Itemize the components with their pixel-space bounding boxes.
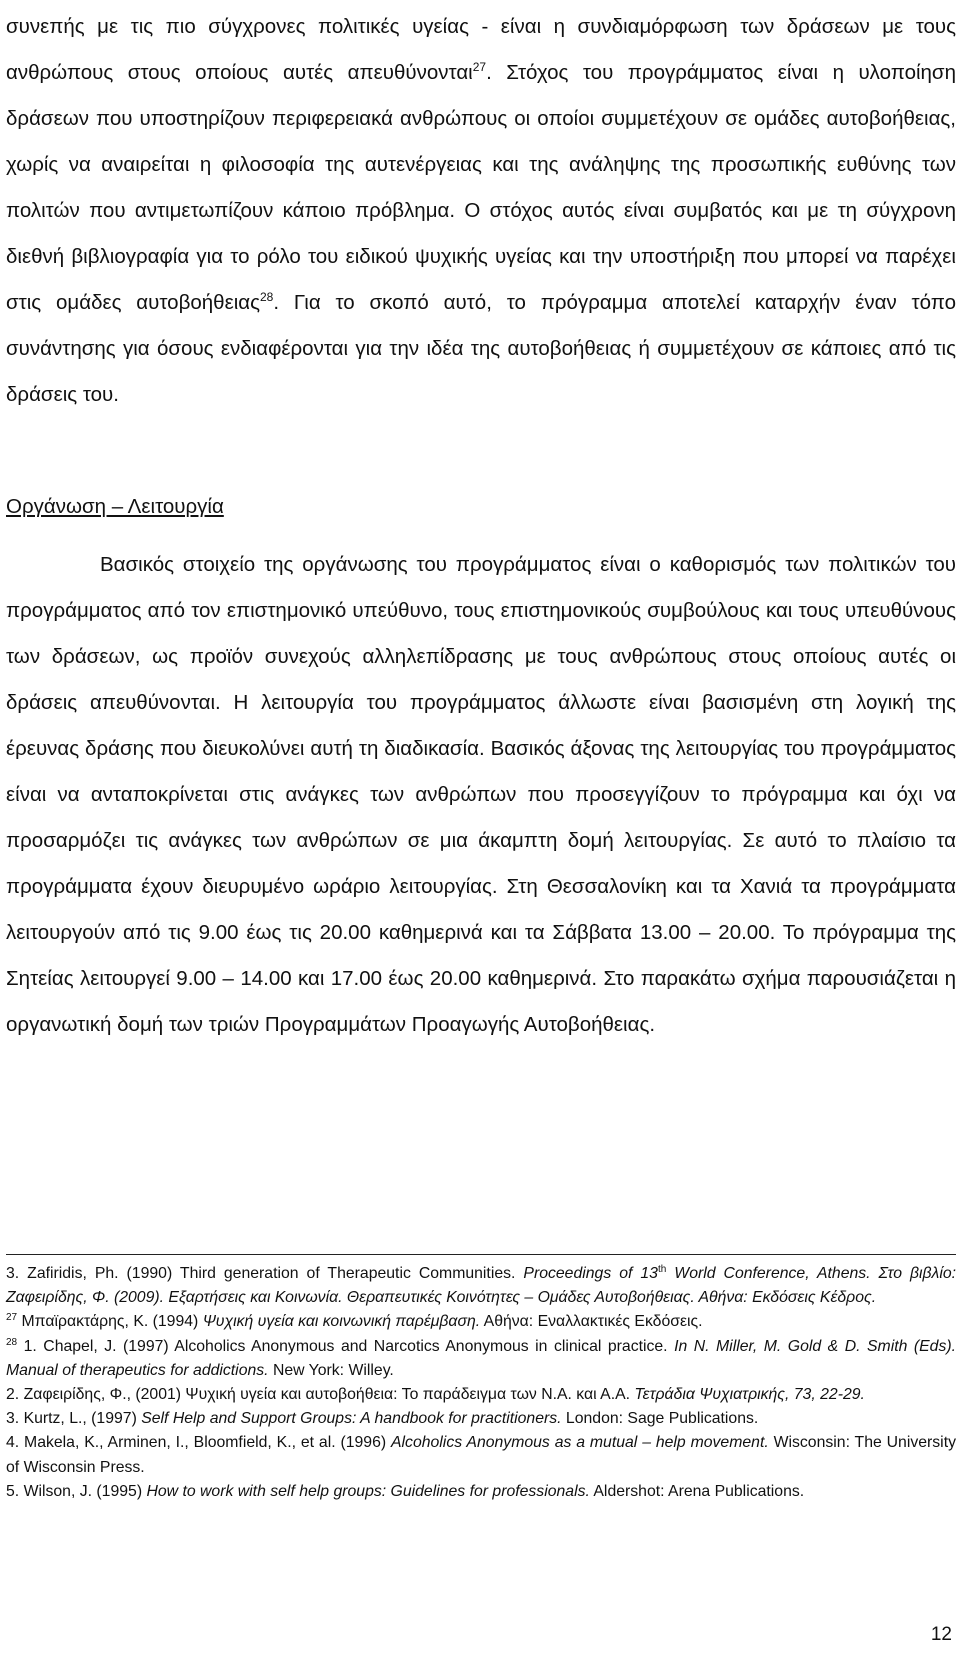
footnote-text: New York: Willey. <box>268 1361 394 1379</box>
footnote-text: Aldershot: Arena Publications. <box>589 1482 805 1500</box>
footnote-text: Μπαϊρακτάρης, Κ. (1994) <box>17 1313 203 1331</box>
footnote-sup: th <box>657 1264 667 1275</box>
footnote-italic: Τετράδια Ψυχιατρικής, 73, 22-29. <box>634 1386 865 1404</box>
footnote-28-2 <box>6 1383 956 1407</box>
footnote-italic: How to work with self help groups: Guidelines for professionals. <box>146 1482 590 1500</box>
footnote-text: Wisconsin: The University of Wisconsin Press. <box>6 1434 956 1476</box>
footnote-text: 3. Zafiridis, Ph. (1990) Third generation of Therapeutic Communities. <box>6 1265 524 1282</box>
footnote-28-4 <box>6 1431 956 1479</box>
footnote-italic: Alcoholics Anonymous as a mutual – help movement. <box>391 1434 769 1452</box>
footnote-text: 4. Makela, K., Arminen, I., Bloomfield, K., et al. (1996) <box>6 1434 391 1452</box>
footnotes-section <box>6 1262 956 1504</box>
footnote-text: 5. Wilson, J. (1995) <box>6 1482 147 1500</box>
footnote-ref-27: 27 <box>472 60 487 74</box>
page-number: 12 <box>930 1624 952 1645</box>
footnote-text: 2. Ζαφειρίδης, Φ., (2001) Ψυχική υγεία και αυτοβοήθεια: Το παράδειγμα των Ν.Α. και Α.Α. <box>6 1386 635 1404</box>
footnote-divider <box>6 1254 956 1255</box>
footnote-text: 3. Kurtz, L., (1997) <box>6 1410 142 1428</box>
footnote-number: 27 <box>6 1312 18 1324</box>
footnote-italic: Ψυχική υγεία και κοινωνική παρέμβαση. <box>202 1313 481 1331</box>
paragraph-intro-text-b: . Στόχος του προγράμματος είναι η υλοποίηση δράσεων που υποστηρίζουν περιφερειακά ανθρώπους οι οποίοι συμμετέχουν σε ομάδες αυτοβοήθειας, χωρίς να αναιρείται η φιλοσοφία της αυτενέργειας και της ανάληψης της προσωπικής ευθύνης των πολιτών που αντιμετωπίζουν κάποιο πρόβλημα. Ο στόχος αυτός είναι συμβατός και με τη σύγχρονη διεθνή βιβλιογραφία για το ρόλο του ειδικού ψυχικής υγείας και την υποστήριξη που μπορεί να παρέχει στις ομάδες αυτοβοήθειας <box>6 61 956 314</box>
footnote-text: 1. Chapel, J. (1997) Alcoholics Anonymous and Narcotics Anonymous in clinical practice. <box>17 1337 675 1355</box>
footnote-28-3 <box>6 1407 956 1431</box>
footnote-ref-28: 28 <box>260 290 274 304</box>
footnote-text: Αθήνα: Εναλλακτικές Εκδόσεις. <box>480 1313 703 1331</box>
paragraph-intro-text-c: . Για το σκοπό αυτό, το πρόγραμμα αποτελεί καταρχήν έναν τόπο συνάντησης για όσους ενδιαφέρονται για την ιδέα της αυτοβοήθειας ή συμμετέχουν σε κάποιες από τις δράσεις του. <box>6 291 956 406</box>
paragraph-intro <box>6 4 956 442</box>
footnote-28 <box>6 1335 956 1383</box>
footnote-27 <box>6 1310 956 1334</box>
footnote-3 <box>6 1262 956 1310</box>
footnote-text: London: Sage Publications. <box>561 1410 759 1428</box>
footnote-italic: Proceedings of 13 <box>523 1265 658 1282</box>
paragraph-organization: Βασικός στοιχείο της οργάνωσης του προγράμματος είναι ο καθορισμός των πολιτικών του προγράμματος από τον επιστημονικό υπεύθυνο, τους επιστημονικούς συμβούλους και τους υπευθύνους των δράσεων, ως προϊόν συνεχούς αλληλεπίδρασης με τους ανθρώπους στους οποίους αυτές οι δράσεις απευθύνονται. Η λειτουργία του προγράμματος άλλωστε είναι βασισμένη στη λογική της έρευνας δράσης που διευκολύνει αυτή τη διαδικασία. Βασικός άξονας της λειτουργίας του προγράμματος είναι να ανταποκρίνεται στις ανάγκες των ανθρώπων που προσεγγίζουν το πρόγραμμα και όχι να προσαρμόζει τις ανάγκες των ανθρώπων σε μια άκαμπτη δομή λειτουργίας. Σε αυτό το πλαίσιο τα προγράμματα έχουν διευρυμένο ωράριο λειτουργίας. Στη Θεσσαλονίκη και τα Χανιά τα προγράμματα λειτουργούν από τις 9.00 έως τις 20.00 καθημερινά και τα Σάββατα 13.00 – 20.00. Το πρόγραμμα της Σητείας λειτουργεί 9.00 – 14.00 και 17.00 έως 20.00 καθημερινά. Στο παρακάτω σχήμα παρουσιάζεται η οργανωτική δομή των τριών Προγραμμάτων Προαγωγής Αυτοβοήθειας. <box>6 553 956 1036</box>
footnote-italic: In N. Miller, M. Gold & D. Smith (Eds). Manual of therapeutics for addictions. <box>6 1337 956 1379</box>
footnote-number: 28 <box>6 1336 18 1348</box>
footnote-28-5 <box>6 1480 956 1504</box>
section-heading: Οργάνωση – Λειτουργία <box>6 495 224 518</box>
footnote-italic: World Conference, Athens. Στο βιβλίο: Ζαφειρίδης, Φ. (2009). Εξαρτήσεις και Κοινωνία. Θεραπευτικές Κοινότητες – Ομάδες Αυτοβοήθειας. Αθήνα: Εκδόσεις Κέδρος. <box>6 1265 957 1307</box>
paragraph-intro-text-a: συνεπής με τις πιο σύγχρονες πολιτικές υγείας - είναι η συνδιαμόρφωση των δράσεων με τους ανθρώπους στους οποίους αυτές απευθύνονται <box>6 15 956 84</box>
footnote-italic: Self Help and Support Groups: A handbook for practitioners. <box>141 1410 562 1428</box>
